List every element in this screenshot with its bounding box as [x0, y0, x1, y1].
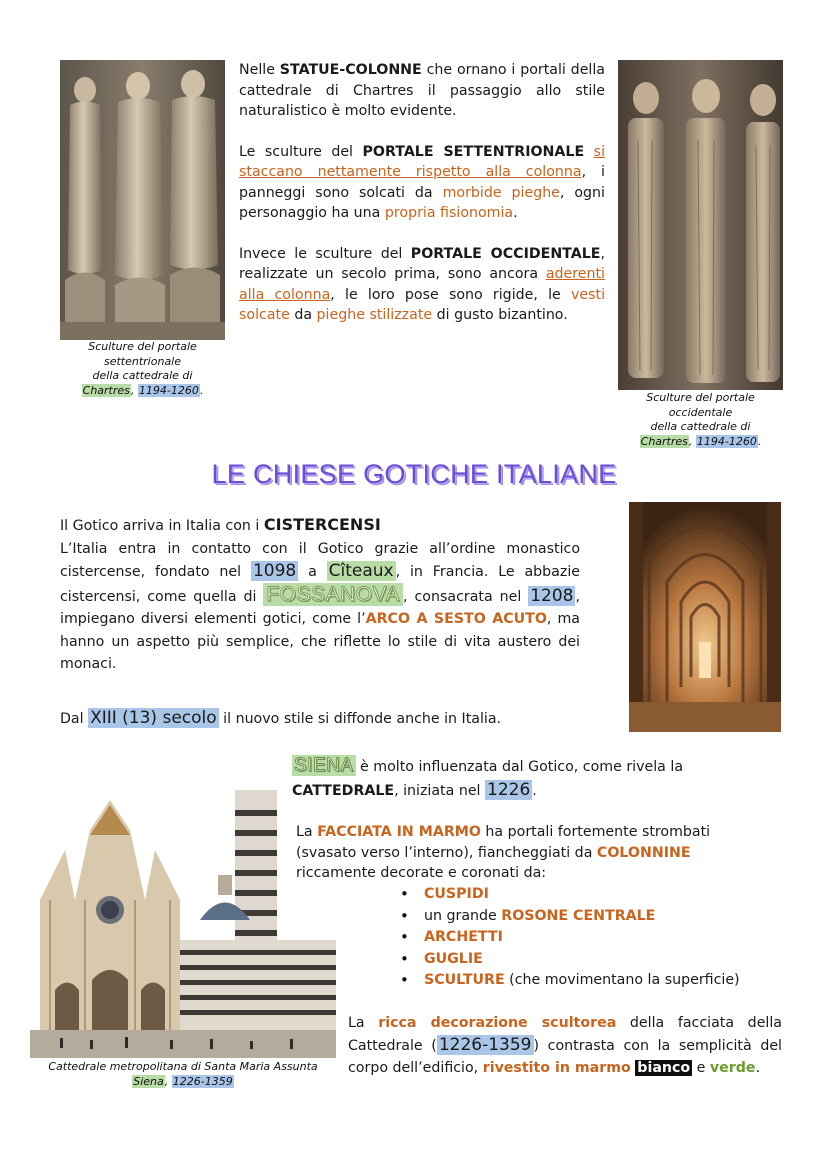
century-xiii: XIII (13) secolo	[90, 708, 217, 728]
facciata-text: La FACCIATA IN MARMO ha portali fortemente strombati (svasato verso l’interno), fiancheggiati da COLONNINE riccamente decorate e coronati da:	[296, 824, 711, 881]
list-item: • ARCHETTI	[398, 927, 782, 949]
intro-text	[239, 60, 605, 326]
statues-west-portal-image	[618, 60, 783, 390]
paragraph-portale-occidentale: Invece le sculture del PORTALE OCCIDENTALE, realizzate un secolo prima, sono ancora aderenti alla colonna, le loro pose sono rigide, le vesti solcate da pieghe stilizzate di gusto bizantino.	[239, 245, 606, 323]
caption-west-portal: Sculture del portale occidentale della cattedrale di Chartres, 1194-1260.	[640, 391, 762, 448]
caption-years: 1226-1359	[172, 1074, 233, 1088]
caption-place: Chartres	[640, 434, 688, 448]
caption-siena: Cattedrale metropolitana di Santa Maria Assunta Siena, 1226-1359	[48, 1060, 318, 1088]
cistercensi-text: Il Gotico arriva in Italia con i CISTERCENSI L’Italia entra in contatto con il Gotico grazie all’ordine monastico cistercense, fondato nel 1098 a Cîteaux , in Francia. Le abbazie cistercensi, come quella di FOSSANOVA , consacrata nel 1208 , impiegano diversi elementi gotici, come l’ARCO A SESTO ACUTO, ma hanno un aspetto più semplice, che riflette lo stile di vita austero dei monaci.	[60, 515, 580, 672]
place-citeaux: Cîteaux	[328, 561, 394, 581]
verde-label: verde	[709, 1060, 756, 1076]
list-item: • GUGLIE	[398, 949, 782, 971]
list-item: • un grande ROSONE CENTRALE	[398, 906, 782, 928]
paragraph-statue-colonne: Nelle STATUE-COLONNE che ornano i portali della cattedrale di Chartres il passaggio allo stile naturalistico è molto evidente.	[239, 62, 605, 119]
decorazione-text: La ricca decorazione scultorea della facciata della Cattedrale ( 1226-1359 ) contrasta con la semplicità del corpo dell’edificio, rivestito in marmo bianco e verde.	[348, 1015, 782, 1076]
years-1226-1359: 1226-1359	[438, 1035, 532, 1055]
fossanova-nave-image	[629, 502, 781, 732]
paragraph-portale-settentrionale: Le sculture del PORTALE SETTENTRIONALE si staccano nettamente rispetto alla colonna, i panneggi sono solcati da morbide pieghe, ogni personaggio ha una propria fisionomia.	[239, 143, 606, 221]
siena-label: SIENA	[294, 755, 354, 776]
xiii-secolo-text: Dal XIII (13) secolo il nuovo stile si diffonde anche in Italia.	[60, 708, 502, 728]
year-1226: 1226	[487, 780, 531, 800]
list-item: • SCULTURE (che movimentano la superficie)	[398, 970, 782, 992]
siena-text: SIENA è molto influenzata dal Gotico, come rivela la CATTEDRALE, iniziata nel 1226 .	[292, 755, 684, 800]
statues-north-portal-image	[60, 60, 225, 340]
caption-north-portal: Sculture del portale settentrionale della cattedrale di Chartres, 1194-1260.	[82, 340, 204, 397]
caption-years: 1194-1260	[138, 383, 199, 397]
year-1208: 1208	[530, 585, 574, 606]
year-1098: 1098	[252, 561, 297, 581]
caption-years: 1194-1260	[696, 434, 757, 448]
bianco-label: bianco	[637, 1060, 691, 1076]
facciata-elements-list	[398, 884, 782, 992]
list-item: • CUSPIDI	[398, 884, 782, 906]
caption-place: Siena	[133, 1074, 164, 1088]
fossanova-label: FOSSANOVA	[263, 583, 403, 606]
section-title: LE CHIESE GOTICHE ITALIANE	[211, 459, 617, 489]
caption-place: Chartres	[82, 383, 130, 397]
siena-cathedral-image	[30, 790, 336, 1058]
